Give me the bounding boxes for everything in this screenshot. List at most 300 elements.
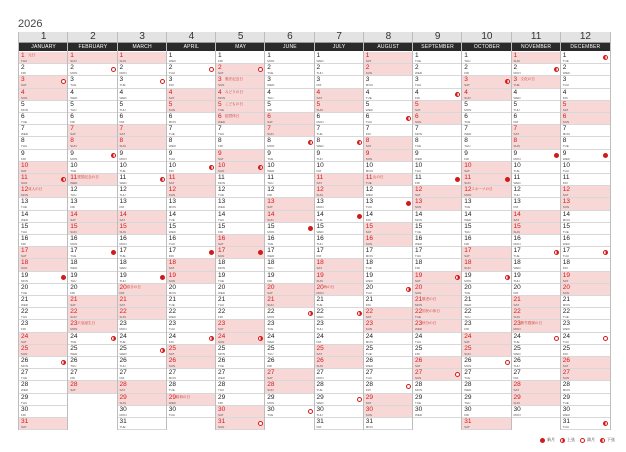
day-number: 24 xyxy=(70,332,78,340)
day-cell xyxy=(19,308,68,320)
day-cell xyxy=(561,284,610,296)
day-cell xyxy=(68,150,117,162)
day-number: 6 xyxy=(464,113,468,120)
day-cell xyxy=(216,259,265,271)
day-number: 21 xyxy=(119,296,127,303)
day-number: 6 xyxy=(562,113,567,120)
day-number: 7 xyxy=(21,125,25,133)
day-cell xyxy=(315,64,364,76)
day-cell xyxy=(68,89,117,101)
day-cell xyxy=(68,64,117,76)
last-quarter-moon-icon xyxy=(308,140,313,145)
weekday-label: FRI xyxy=(218,315,223,320)
weekday-label: WED xyxy=(513,95,521,100)
month-number: 4 xyxy=(167,32,216,43)
day-number: 24 xyxy=(464,332,472,340)
day-cell xyxy=(68,101,117,113)
weekday-label: THU xyxy=(21,144,28,149)
day-number: 16 xyxy=(415,235,423,242)
weekday-label: THU xyxy=(316,156,323,161)
weekday-label: WED xyxy=(70,95,78,100)
weekday-label: FRI xyxy=(168,168,174,173)
day-cell xyxy=(561,357,610,369)
day-cell xyxy=(462,418,511,430)
month-number: 7 xyxy=(315,32,364,43)
weekday-label: MON xyxy=(168,376,176,381)
new-moon-icon xyxy=(540,438,545,443)
day-number: 29 xyxy=(415,393,423,401)
day-number: 30 xyxy=(168,405,176,413)
day-cell xyxy=(561,174,610,186)
weekday-label: SUN xyxy=(316,193,323,198)
weekday-label: SAT xyxy=(464,254,470,259)
new-moon-icon xyxy=(505,177,510,182)
day-number: 15 xyxy=(70,222,78,230)
day-cell xyxy=(512,113,561,125)
day-cell xyxy=(19,418,68,430)
day-cell xyxy=(512,272,561,284)
day-cell xyxy=(315,125,364,137)
day-number: 17 xyxy=(365,247,373,255)
day-number: 14 xyxy=(119,210,127,218)
weekday-label: THU xyxy=(168,412,175,417)
day-number: 10 xyxy=(168,161,176,169)
day-number: 9 xyxy=(218,149,222,157)
month-name: DECEMBER xyxy=(561,43,610,51)
day-cell xyxy=(118,211,167,223)
weekday-label: WED xyxy=(513,181,521,185)
day-cell xyxy=(68,125,117,137)
day-number: 3 xyxy=(21,76,25,84)
day-number: 8 xyxy=(70,137,74,145)
weekday-label: THU xyxy=(21,315,28,320)
day-cell xyxy=(413,394,462,406)
weekday-label: WED xyxy=(464,132,472,137)
weekday-label: WED xyxy=(415,327,422,332)
day-number: 5 xyxy=(464,100,468,108)
weekday-label: SAT xyxy=(21,425,27,429)
month-name: MAY xyxy=(216,43,265,51)
day-number: 31 xyxy=(218,418,226,425)
day-number: 20 xyxy=(168,283,176,291)
day-cell xyxy=(462,320,511,332)
day-number: 1 xyxy=(316,52,321,59)
day-number: 16 xyxy=(513,235,521,242)
day-number: 22 xyxy=(513,308,521,316)
day-number: 3 xyxy=(168,76,173,84)
day-number: 8 xyxy=(267,137,271,145)
day-number: 6 xyxy=(365,113,370,120)
weekday-label: SAT xyxy=(218,71,224,76)
weekday-label: SUN xyxy=(316,278,323,283)
day-number: 15 xyxy=(119,222,127,230)
day-number: 11 xyxy=(562,174,570,181)
day-cell xyxy=(462,394,511,406)
day-number: 9 xyxy=(464,149,468,157)
weekday-label: FRI xyxy=(513,290,519,295)
holiday-name: こどもの日 xyxy=(225,101,243,106)
day-number: 11 xyxy=(316,174,324,181)
day-cell xyxy=(315,333,364,345)
day-number: 5 xyxy=(70,100,74,108)
day-cell xyxy=(167,137,216,149)
weekday-label: SAT xyxy=(168,351,175,356)
day-number: 28 xyxy=(562,381,570,389)
weekday-label: FRI xyxy=(119,120,125,124)
weekday-label: SAT xyxy=(464,168,470,173)
day-number: 13 xyxy=(415,198,423,206)
weekday-label: TUE xyxy=(415,400,421,405)
weekday-label: MON xyxy=(365,425,373,429)
weekday-label: SAT xyxy=(70,388,76,393)
weekday-label: SUN xyxy=(218,168,225,173)
day-number: 21 xyxy=(415,296,423,303)
weekday-label: THU xyxy=(365,205,372,210)
weekday-label: MON xyxy=(464,364,472,368)
new-moon-icon xyxy=(160,275,165,280)
day-cell xyxy=(118,198,167,210)
month-column xyxy=(511,32,561,430)
day-cell xyxy=(561,394,610,406)
day-number: 21 xyxy=(316,296,324,303)
day-number: 3 xyxy=(513,76,518,84)
weekday-label: MON xyxy=(415,217,422,222)
day-cell xyxy=(462,89,511,101)
weekday-label: FRI xyxy=(365,303,371,307)
day-number: 7 xyxy=(218,125,222,133)
weekday-label: WED xyxy=(513,351,521,356)
weekday-label: MON xyxy=(513,412,521,417)
weekday-label: TUE xyxy=(316,303,323,307)
day-number: 15 xyxy=(316,222,324,230)
weekday-label: SUN xyxy=(70,315,77,320)
day-cell xyxy=(315,320,364,332)
day-number: 9 xyxy=(119,149,124,157)
weekday-label: TUE xyxy=(119,254,126,259)
weekday-label: SAT xyxy=(365,59,372,63)
day-number: 26 xyxy=(562,357,570,364)
day-cell xyxy=(462,345,511,357)
day-number: 8 xyxy=(119,137,124,145)
day-number: 5 xyxy=(415,100,419,108)
day-cell xyxy=(265,394,314,406)
weekday-label: TUE xyxy=(267,156,274,161)
day-cell xyxy=(19,284,68,296)
day-cell xyxy=(216,272,265,284)
weekday-label: SUN xyxy=(119,59,126,63)
day-number: 12 xyxy=(119,186,127,194)
day-number: 25 xyxy=(316,344,324,352)
day-number: 6 xyxy=(21,113,25,120)
day-cell xyxy=(19,381,68,393)
weekday-label: THU xyxy=(464,315,471,320)
weekday-label: WED xyxy=(562,156,570,161)
weekday-label: MON xyxy=(316,120,324,124)
weekday-label: TUE xyxy=(119,168,126,173)
day-cell xyxy=(265,150,314,162)
weekday-label: FRI xyxy=(218,229,223,234)
day-number: 8 xyxy=(21,137,25,145)
weekday-label: WED xyxy=(168,315,176,320)
weekday-label: WED xyxy=(415,412,422,417)
first-quarter-moon-icon xyxy=(61,360,66,365)
weekday-label: THU xyxy=(464,59,471,63)
weekday-label: MON xyxy=(267,315,275,320)
holiday-name: スポーツの日 xyxy=(471,187,493,192)
holiday-name: 元日 xyxy=(28,53,36,57)
last-quarter-moon-icon xyxy=(111,153,116,158)
month-name: JULY xyxy=(315,43,364,51)
day-cell xyxy=(216,394,265,406)
weekday-label: FRI xyxy=(267,193,273,198)
weekday-label: FRI xyxy=(70,290,76,295)
weekday-label: SUN xyxy=(119,229,126,234)
weekday-label: THU xyxy=(464,144,471,149)
weekday-label: SUN xyxy=(513,229,520,234)
month-column xyxy=(363,32,413,430)
day-number: 1 xyxy=(21,52,25,59)
weekday-label: THU xyxy=(70,364,77,368)
day-cell xyxy=(364,333,413,345)
weekday-label: MON xyxy=(464,193,472,198)
weekday-label: SUN xyxy=(415,376,422,381)
day-number: 18 xyxy=(70,259,78,267)
day-number: 2 xyxy=(218,64,222,72)
day-number: 19 xyxy=(267,271,275,279)
new-moon-icon xyxy=(111,250,116,255)
weekday-label: THU xyxy=(316,327,323,332)
day-number: 8 xyxy=(316,137,321,145)
weekday-label: TUE xyxy=(218,364,224,368)
day-number: 4 xyxy=(316,88,321,96)
day-cell xyxy=(167,150,216,162)
weekday-label: SUN xyxy=(513,144,520,149)
day-cell xyxy=(512,284,561,296)
day-number: 11 xyxy=(21,174,28,181)
day-cell xyxy=(19,113,68,125)
weekday-label: THU xyxy=(513,193,520,198)
day-number: 25 xyxy=(70,344,78,352)
day-number: 28 xyxy=(513,381,521,389)
day-cell xyxy=(561,186,610,198)
day-number: 4 xyxy=(119,88,124,96)
day-number: 29 xyxy=(365,393,373,401)
day-cell xyxy=(167,259,216,271)
day-number: 21 xyxy=(218,296,226,303)
weekday-label: THU xyxy=(21,400,28,405)
day-cell xyxy=(265,235,314,247)
day-number: 12 xyxy=(168,186,176,194)
weekday-label: FRI xyxy=(267,278,273,283)
day-number: 2 xyxy=(21,64,25,72)
new-moon-icon xyxy=(308,226,313,231)
day-number: 13 xyxy=(119,198,127,206)
day-number: 18 xyxy=(119,259,127,267)
day-number: 5 xyxy=(168,100,173,108)
weekday-label: WED xyxy=(464,303,472,307)
day-cell xyxy=(118,308,167,320)
month-number: 12 xyxy=(561,32,610,43)
weekday-label: FRI xyxy=(464,156,470,161)
day-cell xyxy=(167,296,216,308)
month-column xyxy=(117,32,167,430)
weekday-label: TUE xyxy=(119,339,126,344)
month-number: 1 xyxy=(19,32,68,43)
weekday-label: TUE xyxy=(513,254,520,259)
weekday-label: THU xyxy=(316,71,323,76)
weekday-label: FRI xyxy=(415,351,420,356)
day-cell xyxy=(512,137,561,149)
day-number: 27 xyxy=(513,369,521,377)
day-number: 23 xyxy=(21,320,29,328)
day-number: 4 xyxy=(218,88,222,96)
day-cell xyxy=(315,272,364,284)
weekday-label: TUE xyxy=(70,339,77,344)
day-cell xyxy=(364,381,413,393)
weekday-label: SUN xyxy=(513,315,520,320)
day-number: 11 xyxy=(267,174,274,181)
weekday-label: SAT xyxy=(218,156,224,161)
last-quarter-moon-icon xyxy=(455,92,460,97)
day-cell xyxy=(216,174,265,186)
day-cell xyxy=(512,296,561,308)
day-number: 12 xyxy=(267,186,275,194)
weekday-label: FRI xyxy=(168,83,174,88)
weekday-label: WED xyxy=(415,71,422,76)
weekday-label: SAT xyxy=(562,364,569,368)
weekday-label: SAT xyxy=(316,181,323,185)
year-calendar-grid xyxy=(18,32,609,430)
day-cell xyxy=(118,272,167,284)
day-number: 17 xyxy=(464,247,472,255)
day-cell xyxy=(462,333,511,345)
day-number: 19 xyxy=(316,271,324,279)
day-number: 22 xyxy=(316,308,324,316)
day-number: 20 xyxy=(21,283,29,291)
weekday-label: MON xyxy=(267,144,275,149)
weekday-label: FRI xyxy=(365,132,371,137)
day-number: 28 xyxy=(70,381,78,389)
weekday-label: WED xyxy=(70,351,78,356)
day-number: 12 xyxy=(316,186,324,194)
weekday-label: SAT xyxy=(464,425,470,429)
legend-item xyxy=(600,437,615,443)
month-number: 6 xyxy=(265,32,314,43)
day-number: 1 xyxy=(513,52,518,59)
day-cell xyxy=(68,162,117,174)
weekday-label: MON xyxy=(415,388,422,393)
weekday-label: FRI xyxy=(21,327,26,332)
new-moon-icon xyxy=(406,201,411,206)
day-cell xyxy=(413,198,462,210)
day-cell xyxy=(413,369,462,381)
weekday-label: SAT xyxy=(513,303,520,307)
weekday-label: MON xyxy=(70,242,78,246)
day-number: 14 xyxy=(168,210,176,218)
day-number: 23 xyxy=(513,320,521,328)
day-number: 17 xyxy=(70,247,78,255)
full-moon-icon xyxy=(308,409,313,414)
day-number: 20 xyxy=(464,283,472,291)
weekday-label: SAT xyxy=(119,132,126,137)
day-number: 5 xyxy=(365,100,370,108)
month-name: JANUARY xyxy=(19,43,68,51)
day-cell xyxy=(19,247,68,259)
weekday-label: THU xyxy=(70,278,77,283)
day-number: 16 xyxy=(267,235,275,242)
day-cell xyxy=(265,64,314,76)
weekday-label: TUE xyxy=(267,242,274,246)
weekday-label: THU xyxy=(513,364,520,368)
weekday-label: FRI xyxy=(365,388,371,393)
day-cell xyxy=(68,211,117,223)
holiday-name: 敬老の日 xyxy=(422,297,437,301)
day-number: 24 xyxy=(119,332,127,340)
weekday-label: SUN xyxy=(415,120,422,124)
day-number: 10 xyxy=(513,161,521,169)
day-number: 23 xyxy=(267,320,275,328)
first-quarter-moon-icon xyxy=(406,287,411,292)
day-cell xyxy=(315,394,364,406)
day-cell xyxy=(364,174,413,186)
day-number: 14 xyxy=(562,210,570,218)
day-cell xyxy=(167,394,216,406)
day-number: 28 xyxy=(21,381,29,389)
weekday-label: TUE xyxy=(168,217,175,222)
month-name: MARCH xyxy=(118,43,167,51)
day-cell xyxy=(118,174,167,186)
day-cell xyxy=(315,259,364,271)
weekday-label: TUE xyxy=(365,351,372,356)
day-number: 16 xyxy=(70,235,78,242)
calendar-year: 2026 xyxy=(18,18,43,30)
day-number: 18 xyxy=(218,259,226,267)
day-number: 7 xyxy=(70,125,74,133)
day-number: 13 xyxy=(562,198,570,206)
weekday-label: WED xyxy=(415,156,422,161)
weekday-label: SAT xyxy=(365,400,372,405)
weekday-label: SUN xyxy=(415,290,422,295)
day-number: 5 xyxy=(316,100,321,108)
day-number: 21 xyxy=(513,296,521,303)
weekday-label: WED xyxy=(365,364,373,368)
weekday-label: SUN xyxy=(21,351,28,356)
day-number: 6 xyxy=(267,113,271,120)
weekday-label: WED xyxy=(218,290,225,295)
day-number: 2 xyxy=(513,64,518,72)
holiday-name: 勤労感謝の日 xyxy=(520,321,543,326)
day-number: 10 xyxy=(218,161,226,169)
day-cell xyxy=(462,64,511,76)
day-cell xyxy=(364,259,413,271)
day-cell xyxy=(167,235,216,247)
day-cell xyxy=(265,174,314,186)
day-cell xyxy=(265,259,314,271)
weekday-label: THU xyxy=(562,83,569,88)
weekday-label: WED xyxy=(21,388,28,393)
weekday-label: TUE xyxy=(562,229,569,234)
day-cell xyxy=(265,186,314,198)
day-number: 12 xyxy=(218,186,226,194)
day-cell xyxy=(315,381,364,393)
weekday-label: THU xyxy=(119,364,126,368)
last-quarter-moon-icon xyxy=(160,177,165,182)
weekday-label: FRI xyxy=(70,120,76,124)
day-cell xyxy=(561,125,610,137)
day-number: 19 xyxy=(21,271,29,279)
day-cell xyxy=(512,235,561,247)
day-number: 7 xyxy=(168,125,173,133)
